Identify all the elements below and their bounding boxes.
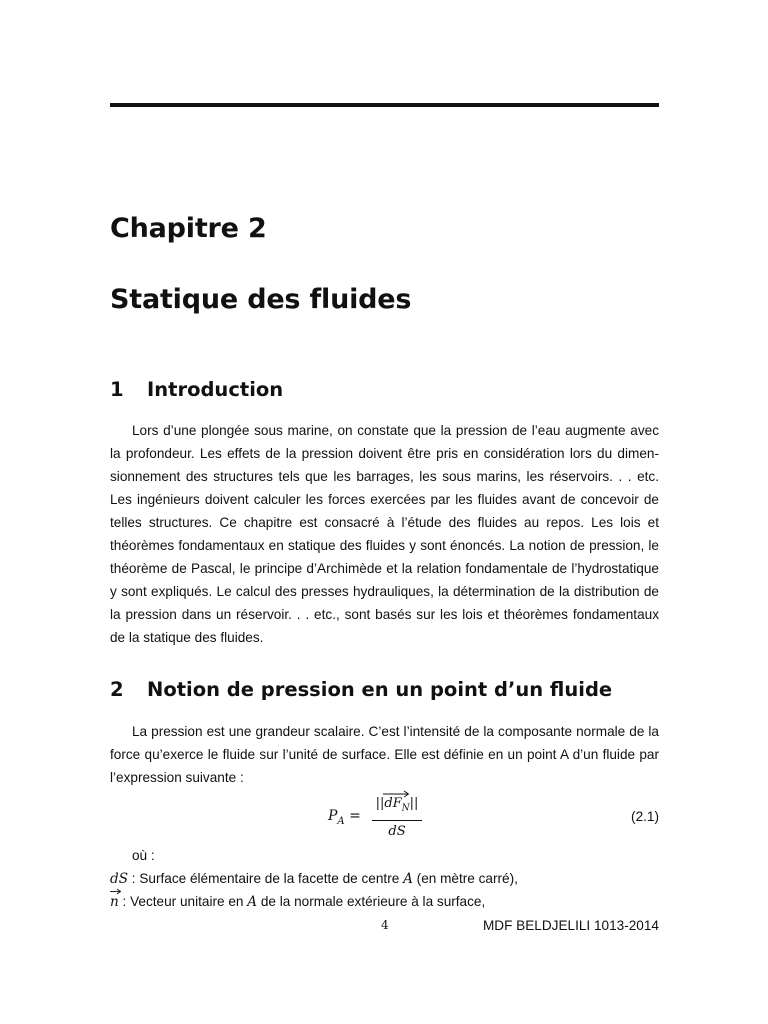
- fraction-bar: [372, 820, 422, 821]
- equation-fraction: [372, 795, 422, 840]
- equation-2-1: [110, 795, 659, 843]
- top-rule: [110, 103, 659, 107]
- chapter-title: Statique des fluides: [110, 284, 412, 315]
- fraction-denominator: dS: [388, 823, 406, 839]
- section-title: Notion de pression en un point d’un fluide: [147, 678, 613, 701]
- symbol-ds: dS: [110, 871, 129, 887]
- fraction-numerator: $||dF_N||$: [372, 795, 422, 818]
- paragraph-introduction: Lors d’une plongée sous marine, on constate que la pression de l’eau augmente avec la profondeur. Les effets de la pression doivent être pris en considération lors du dimensionnement des structures tels que les barrages, les sous marins, les réservoirs. . . etc. Les ingénieurs doivent calculer les forces exercées par les fluides avant de concevoir de telles structures. Ce chapitre est consacré à l’étude des fluides au repos. Les lois et théorèmes fondamentaux en statique des fluides y sont énoncés. La notion de pression, le théorème de Pascal, le principe d’Archimède et la relation fondamentale de l’hydrostatique y sont expliqués. Le calcul des presses hydrauliques, la détermination de la distribution de la pression dans un réservoir. . . etc., sont basés sur les lois et théorèmes fondamentaux de la statique des fluides.: [110, 423, 659, 645]
- definitions-intro: où :: [132, 848, 155, 863]
- equation-lhs: $P_A$ =: [328, 808, 361, 827]
- section-heading-pression: [110, 678, 612, 701]
- chapter-label: Chapitre 2: [110, 213, 267, 244]
- section-number: 2: [110, 678, 124, 701]
- equation-number: (2.1): [631, 809, 659, 824]
- vector-arrow-icon: [110, 888, 121, 895]
- symbol-n-vector: n: [110, 894, 119, 910]
- vector-arrow-icon: [383, 790, 410, 798]
- section-number: 1: [110, 378, 124, 401]
- page-number: 4: [381, 918, 389, 932]
- section-title: Introduction: [147, 378, 284, 401]
- paragraph-pression: La pression est une grandeur scalaire. C’est l’intensité de la composante normale de la force qu’exerce le fluide sur l’unité de surface. Elle est définie en un point A d’un fluide par l’expression suivante :: [110, 724, 659, 785]
- footer-author: MDF BELDJELILI 1013-2014: [482, 918, 659, 933]
- definition-ds: dS : Surface élémentaire de la facette de centre A (en mètre carré),: [110, 871, 518, 887]
- definition-n: n : Vecteur unitaire en A de la normale extérieure à la surface,: [110, 894, 485, 910]
- section-heading-introduction: [110, 378, 283, 401]
